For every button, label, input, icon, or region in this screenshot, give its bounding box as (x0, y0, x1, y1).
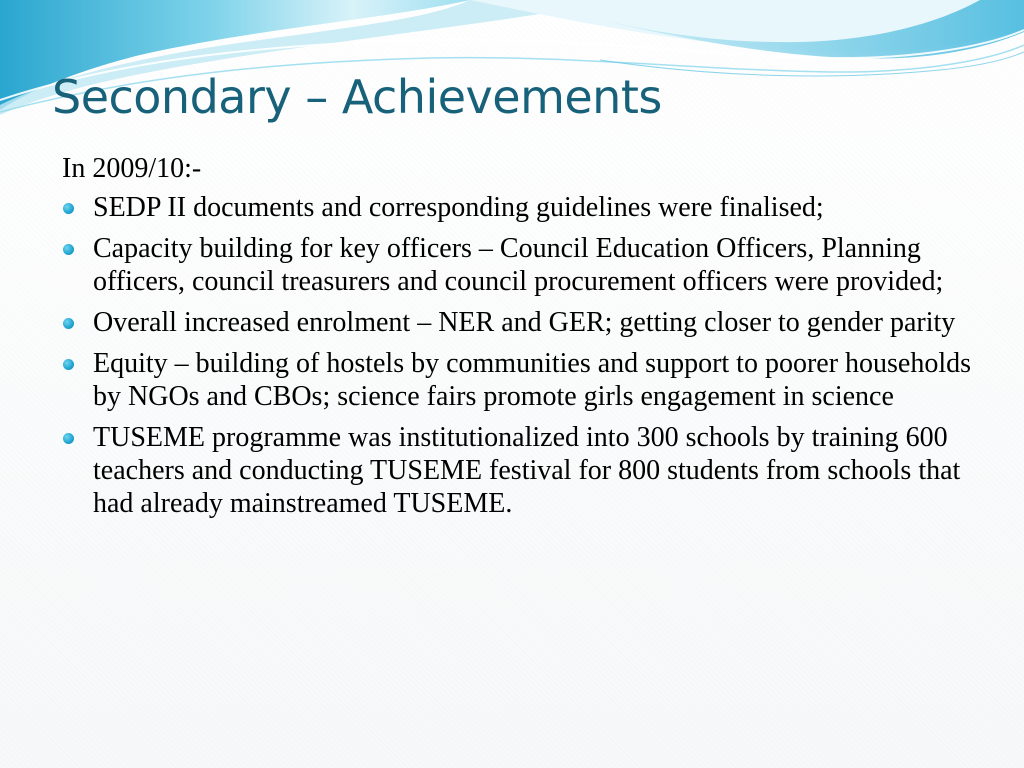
bullet-list (62, 191, 982, 520)
intro-text: In 2009/10:- (62, 153, 202, 184)
bullet-item (62, 347, 982, 413)
bullet-item (62, 421, 982, 520)
bullet-item (62, 191, 982, 224)
bullet-item (62, 232, 982, 298)
slide-body (62, 152, 982, 528)
bullet-text: TUSEME programme was institutionalized into 300 schools by training 600 teachers and conducting TUSEME festival for 800 students from schools that had already mainstreamed TUSEME. (93, 422, 961, 519)
bullet-text: Capacity building for key officers – Council Education Officers, Planning officers, council treasurers and council procurement officers were provided; (93, 233, 944, 297)
bullet-dot-icon (63, 318, 74, 329)
bullet-text: Equity – building of hostels by communities and support to poorer households by NGOs and CBOs; science fairs promote girls engagement in science (93, 348, 972, 412)
bullet-dot-icon (63, 244, 74, 255)
bullet-text: SEDP II documents and corresponding guidelines were finalised; (93, 192, 824, 223)
bullet-dot-icon (63, 203, 74, 214)
bullet-dot-icon (63, 433, 74, 444)
bullet-item (62, 306, 982, 339)
slide-title: Secondary – Achievements (52, 70, 662, 124)
bullet-text: Overall increased enrolment – NER and GER; getting closer to gender parity (93, 307, 956, 338)
bullet-dot-icon (63, 359, 74, 370)
